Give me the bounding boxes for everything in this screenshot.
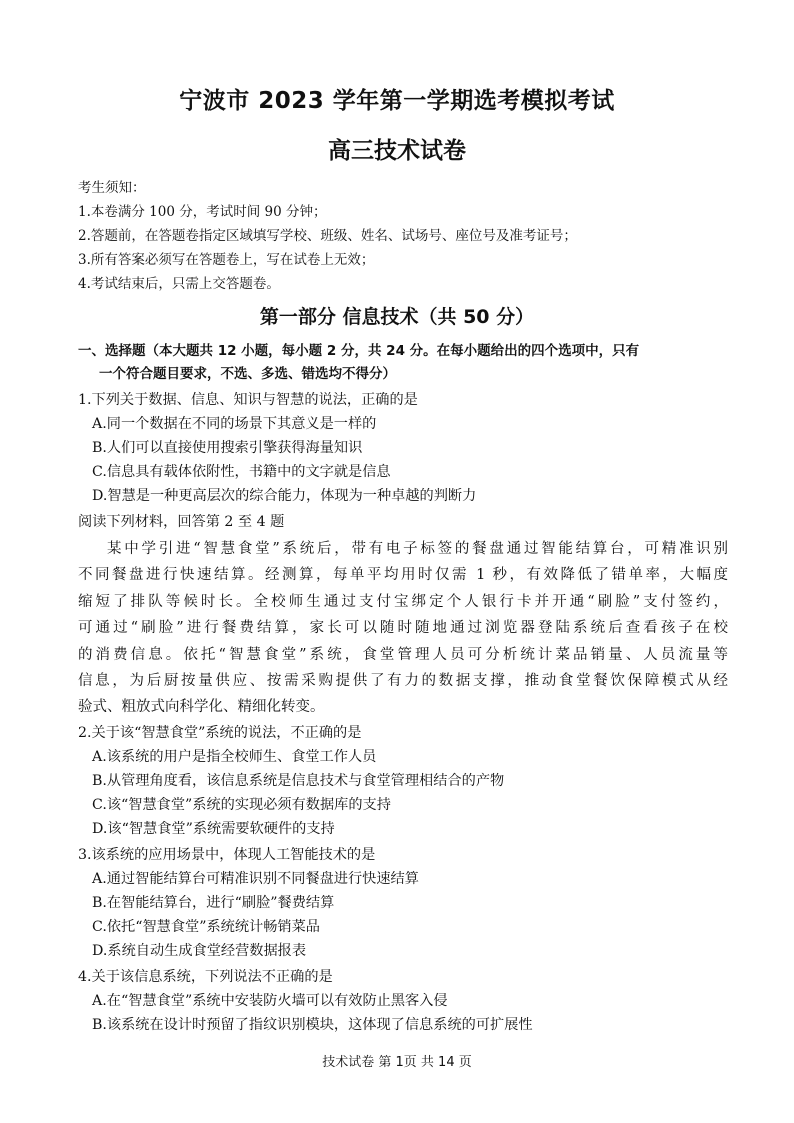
question-stem: 4.关于该信息系统，下列说法不正确的是 bbox=[78, 968, 333, 985]
reading-prompt: 阅读下列材料，回答第 2 至 4 题 bbox=[78, 514, 285, 530]
question-4 bbox=[78, 965, 728, 1037]
question-option: C.信息具有载体依附性，书籍中的文字就是信息 bbox=[92, 464, 391, 480]
question-option: C.该“智慧食堂”系统的实现必须有数据库的支持 bbox=[92, 796, 391, 813]
question-stem: 2.关于该“智慧食堂”系统的说法，不正确的是 bbox=[78, 724, 362, 741]
exam-subtitle: 高三技术试卷 bbox=[328, 138, 466, 164]
section-title: 第一部分 信息技术（共 50 分） bbox=[259, 306, 535, 328]
exam-title: 宁波市 2023 学年第一学期选考模拟考试 bbox=[179, 88, 615, 114]
question-option: C.依托“智慧食堂”系统统计畅销菜品 bbox=[92, 918, 320, 935]
material-line: 不同餐盘进行快速结算。经测算，每单平均用时仅需 1 秒，有效降低了错单率，大幅度 bbox=[78, 567, 728, 584]
question-option: D.该“智慧食堂”系统需要软硬件的支持 bbox=[92, 820, 335, 837]
question-option: D.系统自动生成食堂经营数据报表 bbox=[92, 942, 307, 959]
question-stem: 3.该系统的应用场景中，体现人工智能技术的是 bbox=[78, 846, 376, 863]
question-option: B.在智能结算台，进行“刷脸”餐费结算 bbox=[92, 894, 335, 911]
question-option: B.从管理角度看，该信息系统是信息技术与食堂管理相结合的产物 bbox=[92, 772, 505, 789]
question-option: B.该系统在设计时预留了指纹识别模块，这体现了信息系统的可扩展性 bbox=[92, 1016, 533, 1033]
question-stem: 1.下列关于数据、信息、知识与智慧的说法，正确的是 bbox=[78, 392, 418, 408]
material-line: 可通过“刷脸”进行餐费结算，家长可以随时随地通过浏览器登陆系统后查看孩子在校 bbox=[78, 620, 728, 637]
notice-heading: 考生须知： bbox=[78, 180, 146, 196]
instruction-line: 一个符合题目要求，不选、多选、错选均不得分） bbox=[99, 366, 396, 382]
question-3 bbox=[78, 843, 728, 963]
notice-item: 1.本卷满分 100 分，考试时间 90 分钟； bbox=[78, 204, 327, 220]
exam-notice bbox=[78, 176, 728, 296]
material-line: 信息，为后厨按量供应、按需采购提供了有力的数据支撑，推动食堂餐饮保障模式从经 bbox=[78, 672, 728, 689]
question-1 bbox=[78, 388, 728, 508]
notice-item: 4.考试结束后，只需上交答题卷。 bbox=[78, 276, 280, 292]
notice-item: 3.所有答案必须写在答题卷上，写在试卷上无效； bbox=[78, 252, 375, 268]
instruction-line: 一、选择题（本大题共 12 小题，每小题 2 分，共 24 分。在每小题给出的四个选项中，只有 bbox=[78, 343, 640, 359]
page-footer: 技术试卷 第 1页 共 14 页 bbox=[322, 1055, 472, 1070]
section-instruction bbox=[78, 340, 728, 386]
notice-item: 2.答题前，在答题卷指定区域填写学校、班级、姓名、试场号、座位号及准考证号； bbox=[78, 228, 577, 244]
question-option: A.在“智慧食堂”系统中安装防火墙可以有效防止黑客入侵 bbox=[92, 992, 448, 1009]
material-line: 的消费信息。依托“智慧食堂”系统，食堂管理人员可分析统计菜品销量、人员流量等 bbox=[78, 646, 728, 663]
question-option: B.人们可以直接使用搜索引擎获得海量知识 bbox=[92, 440, 363, 456]
question-option: D.智慧是一种更高层次的综合能力，体现为一种卓越的判断力 bbox=[92, 488, 477, 504]
question-option: A.该系统的用户是指全校师生、食堂工作人员 bbox=[92, 748, 377, 765]
question-option: A.同一个数据在不同的场景下其意义是一样的 bbox=[92, 416, 377, 432]
material-line: 验式、粗放式向科学化、精细化转变。 bbox=[78, 699, 325, 716]
reading-material bbox=[78, 536, 728, 721]
question-2 bbox=[78, 721, 728, 841]
question-body bbox=[78, 388, 728, 1037]
material-line: 缩短了排队等候时长。全校师生通过支付宝绑定个人银行卡并开通“刷脸”支付签约， bbox=[78, 593, 728, 610]
question-option: A.通过智能结算台可精准识别不同餐盘进行快速结算 bbox=[92, 870, 419, 887]
material-line: 某中学引进“智慧食堂”系统后，带有电子标签的餐盘通过智能结算台，可精准识别 bbox=[107, 541, 728, 557]
